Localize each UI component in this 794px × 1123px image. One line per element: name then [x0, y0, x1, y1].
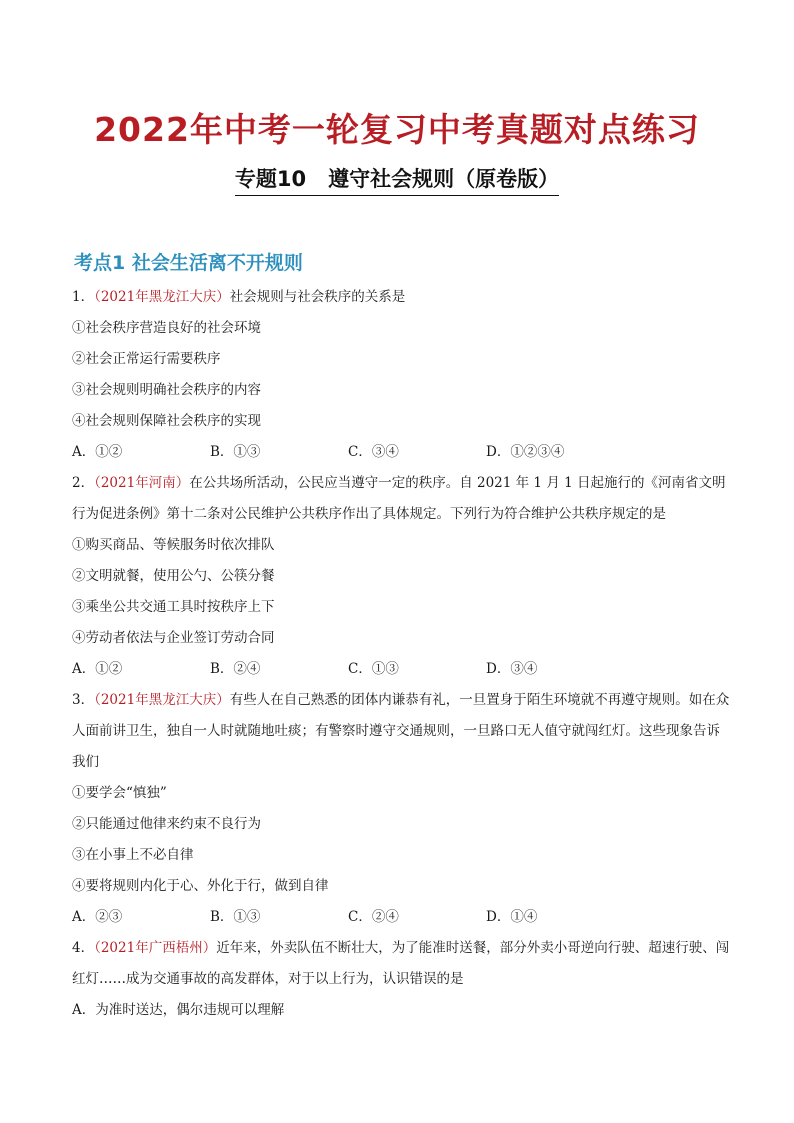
option-b: B．②④: [210, 661, 261, 677]
question-text: 有些人在自己熟悉的团体内谦恭有礼，一旦置身于陌生环境就不再遵守规则。如在众人面前讲卫生，独自一人时就随地吐痰；有警察时遵守交通规则，一旦路口无人值守就闯红灯。这些现象告诉我们: [72, 692, 730, 770]
section-heading: 考点1 社会生活离不开规则: [74, 252, 303, 274]
option-b: B．①③: [210, 444, 261, 460]
answer-options: [72, 654, 732, 685]
statement: ①要学会“慎独”: [72, 785, 167, 801]
question-source: （2021年河南）: [94, 475, 190, 491]
option-c: C．①③: [348, 661, 399, 677]
question-number: 2．: [72, 475, 95, 491]
option-d: D．①④: [486, 909, 538, 925]
option-b: B．①③: [210, 909, 261, 925]
option-a: A．①②: [72, 661, 123, 677]
statement: ③在小事上不必自律: [72, 847, 194, 863]
question-text: 社会规则与社会秩序的关系是: [229, 289, 406, 305]
question-1: [72, 282, 732, 468]
question-number: 4．: [72, 940, 95, 956]
question-stem: [72, 468, 732, 530]
question-stem: [72, 282, 732, 313]
question-text: 在公共场所活动，公民应当遵守一定的秩序。自 2021 年 1 月 1 日起施行的《河南省文明行为促进条例》第十二条对公民维护公共秩序作出了具体规定。下列行为符合维护公共秩序规定的是: [72, 475, 726, 522]
statement: ②文明就餐，使用公勺、公筷分餐: [72, 568, 275, 584]
statement: ③社会规则明确社会秩序的内容: [72, 382, 261, 398]
question-list: [72, 282, 732, 1026]
statement: ④劳动者依法与企业签订劳动合同: [72, 630, 275, 646]
option-a: A．为准时送达，偶尔违规可以理解: [72, 1002, 285, 1018]
answer-options: [72, 437, 732, 468]
question-stem: [72, 933, 732, 995]
answer-options: [72, 902, 732, 933]
question-number: 1．: [72, 289, 95, 305]
question-4: [72, 933, 732, 1026]
question-source: （2021年广西梧州）: [94, 940, 217, 956]
document-subtitle: 专题10 遵守社会规则（原卷版）: [235, 163, 559, 196]
statement: ①社会秩序营造良好的社会环境: [72, 320, 261, 336]
statement: ②只能通过他律来约束不良行为: [72, 816, 261, 832]
subtitle-container: [0, 163, 794, 196]
option-c: C．③④: [348, 444, 399, 460]
question-3: [72, 685, 732, 933]
option-d: D．①②③④: [486, 444, 565, 460]
statement: ③乘坐公共交通工具时按秩序上下: [72, 599, 275, 615]
statement: ①购买商品、等候服务时依次排队: [72, 537, 275, 553]
option-a: A．①②: [72, 444, 123, 460]
option-c: C．②④: [348, 909, 399, 925]
question-number: 3．: [72, 692, 95, 708]
option-a: A．②③: [72, 909, 123, 925]
statement: ④要将规则内化于心、外化于行，做到自律: [72, 878, 329, 894]
question-source: （2021年黑龙江大庆）: [94, 692, 230, 708]
question-text: 近年来，外卖队伍不断壮大，为了能准时送餐，部分外卖小哥逆向行驶、超速行驶、闯红灯……成为交通事故的高发群体，对于以上行为，认识错误的是: [72, 940, 730, 987]
document-title: 2022年中考一轮复习中考真题对点练习: [94, 110, 700, 149]
question-2: [72, 468, 732, 685]
question-stem: [72, 685, 732, 778]
option-d: D．③④: [486, 661, 538, 677]
statement: ④社会规则保障社会秩序的实现: [72, 413, 261, 429]
statement: ②社会正常运行需要秩序: [72, 351, 221, 367]
question-source: （2021年黑龙江大庆）: [94, 289, 230, 305]
